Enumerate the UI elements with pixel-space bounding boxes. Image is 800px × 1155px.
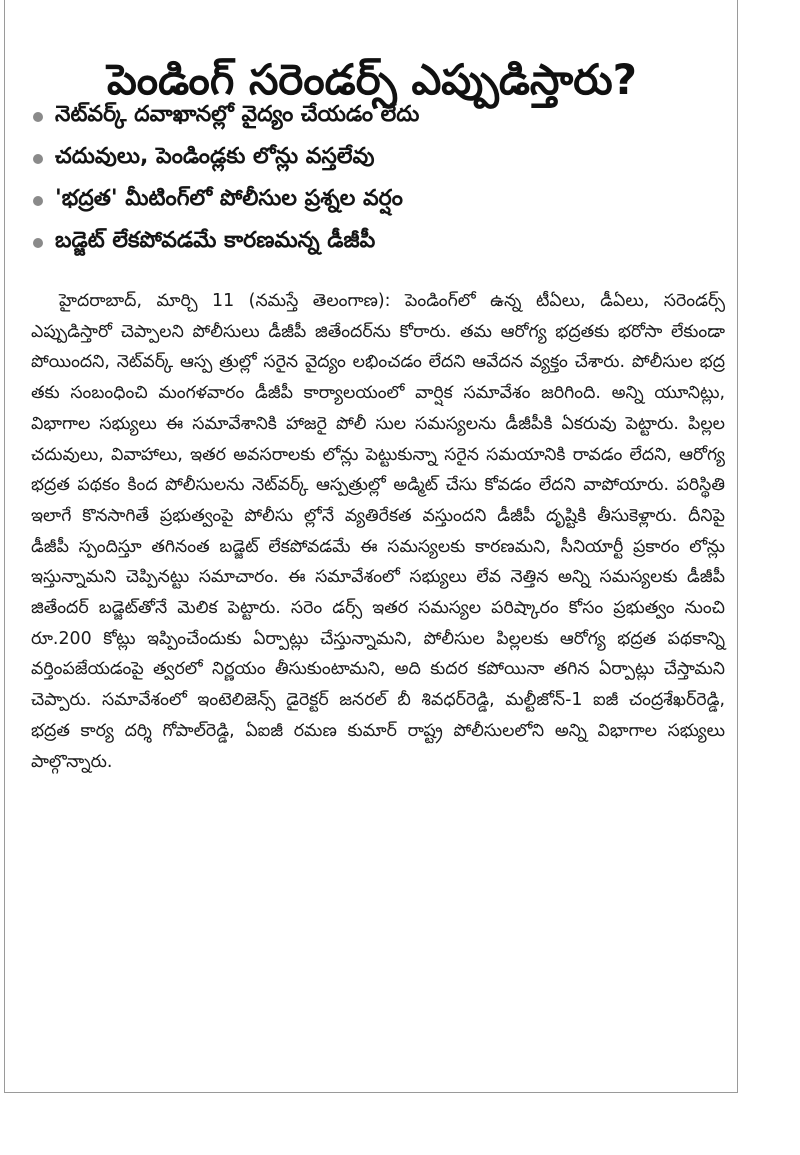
subheading-text: చదువులు, పెండిండ్లకు లోన్లు వస్తలేవు	[55, 144, 375, 169]
subheading-text: బడ్జెట్ లేకపోవడమే కారణమన్న డీజీపీ	[55, 228, 376, 253]
article-body: హైదరాబాద్, మార్చి 11 (నమస్తే తెలంగాణ): పెండింగ్‌లో ఉన్న టీఏలు, డీఏలు, సరెండర్స్ ఎప్పుడిస్తారో చెప్పాలని పోలీసులు డీజీపీ జితేందర్‌ను కోరారు. తమ ఆరోగ్య భద్రతకు భరోసా లేకుండా పోయిందని, నెట్‌వర్క్ ఆస్ప త్రుల్లో సరైన వైద్యం లభించడం లేదని ఆవేదన వ్యక్తం చేశారు. పోలీసుల భద్ర తకు సంబంధించి మంగళవారం డీజీపీ కార్యాలయంలో వార్షిక సమావేశం జరిగింది. అన్ని యూనిట్లు, విభాగాల సభ్యులు ఈ సమావేశానికి హాజరై పోలీ సుల సమస్యలను డీజీపీకి ఏకరువు పెట్టారు. పిల్లల చదువులు, వివాహాలు, ఇతర అవసరాలకు లోన్లు పెట్టుకున్నా సరైన సమయానికి రావడం లేదని, ఆరోగ్య భద్రత పథకం కింద పోలీసులను నెట్‌వర్క్ ఆస్పత్రుల్లో అడ్మిట్ చేసు కోవడం లేదని వాపోయారు. పరిస్థితి ఇలాగే కొనసాగితే ప్రభుత్వంపై పోలీసు ల్లోనే వ్యతిరేకత వస్తుందని డీజీపీ దృష్టికి తీసుకెళ్లారు. దీనిపై డీజీపీ స్పందిస్తూ తగినంత బడ్జెట్ లేకపోవడమే ఈ సమస్యలకు కారణమని, సీనియార్టీ ప్రకారం లోన్లు ఇస్తున్నామని చెప్పినట్టు సమాచారం. ఈ సమావేశంలో సభ్యులు లేవ నెత్తిన అన్ని సమస్యలకు డీజీపీ జితేందర్ బడ్జెట్‌తోనే మెలిక పెట్టారు. సరెం డర్స్ ఇతర సమస్యల పరిష్కారం కోసం ప్రభుత్వం నుంచి రూ.200 కోట్లు ఇప్పించేందుకు ఏర్పాట్లు చేస్తున్నామని, పోలీసుల పిల్లలకు ఆరోగ్య భద్రత పథకాన్ని వర్తింపజేయడంపై త్వరలో నిర్ణయం తీసుకుంటామని, అది కుదర కపోయినా తగిన ఏర్పాట్లు చేస్తామని చెప్పారు. సమావేశంలో ఇంటెలిజెన్స్ డైరెక్టర్ జనరల్ బీ శివధర్‌రెడ్డి, మల్టీజోన్-1 ఐజీ చంద్రశేఖర్‌రెడ్డి, భద్రత కార్య దర్శి గోపాల్‌రెడ్డి, ఏఐజీ రమణ కుమార్ రాష్ట్ర పోలీసులలోని అన్ని విభాగాల సభ్యులు పాల్గొన్నారు.	[31, 291, 725, 772]
subheading-text: 'భద్రత' మీటింగ్‌లో పోలీసుల ప్రశ్నల వర్షం	[55, 186, 403, 211]
subheading-item	[33, 222, 723, 264]
newspaper-clipping	[4, 0, 738, 1093]
bullet-dot-icon	[33, 238, 43, 248]
bullet-dot-icon	[33, 196, 43, 206]
subheading-item	[33, 138, 723, 180]
bullet-dot-icon	[33, 154, 43, 164]
subheading-list	[33, 96, 723, 264]
subheading-item	[33, 96, 723, 138]
cut-off-previous-text	[45, 0, 195, 4]
subheading-text: నెట్‌వర్క్ దవాఖానల్లో వైద్యం చేయడం లేదు	[55, 102, 420, 127]
headline: పెండింగ్ సరెండర్స్ ఎప్పుడిస్తారు?	[106, 55, 638, 105]
subheading-item	[33, 180, 723, 222]
bullet-dot-icon	[33, 112, 43, 122]
